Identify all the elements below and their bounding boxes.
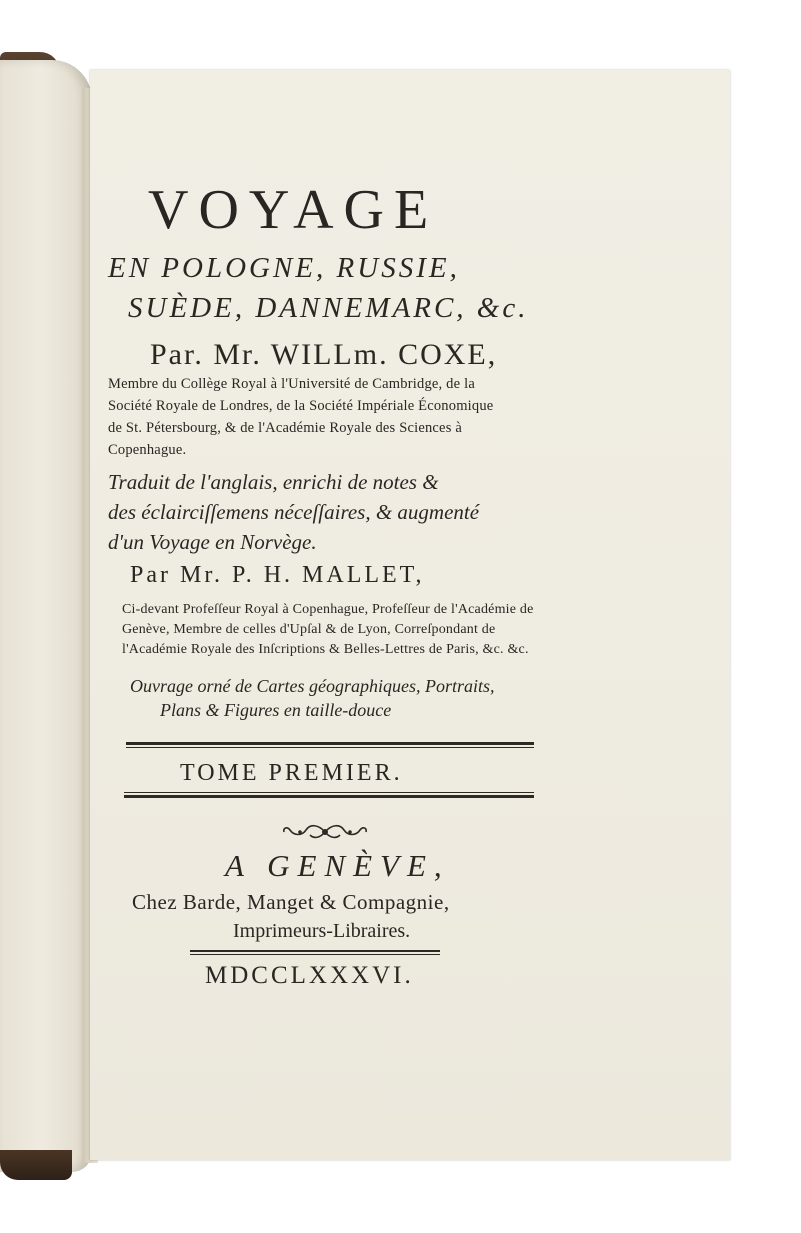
author-description-line: Société Royale de Londres, de la Société Impériale Économique bbox=[108, 398, 494, 414]
rule-thick bbox=[124, 795, 534, 798]
publisher-line: Chez Barde, Manget & Compagnie, bbox=[132, 890, 450, 914]
translation-line: des éclairciſſemens néceſſaires, & augmenté bbox=[108, 500, 480, 524]
translator-description-line: Genève, Membre de celles d'Upſal & de Lyon, Correſpondant de bbox=[122, 622, 496, 637]
rule-thin bbox=[126, 747, 534, 748]
rule-thin bbox=[190, 950, 440, 952]
author-description-line: Copenhague. bbox=[108, 442, 187, 458]
floral-ornament-icon bbox=[280, 820, 370, 844]
translation-line: d'un Voyage en Norvège. bbox=[108, 530, 317, 554]
rule-thick bbox=[126, 742, 534, 745]
publication-date: MDCCLXXXVI. bbox=[205, 962, 414, 989]
illustrations-line: Ouvrage orné de Cartes géographiques, Portraits, bbox=[130, 676, 495, 696]
illustrations-line: Plans & Figures en taille-douce bbox=[160, 700, 392, 720]
book-title: VOYAGE bbox=[148, 179, 439, 241]
translation-line: Traduit de l'anglais, enrichi de notes & bbox=[108, 470, 439, 494]
left-page-edge bbox=[0, 60, 92, 1172]
printer-line: Imprimeurs-Libraires. bbox=[233, 920, 411, 942]
book-binding-bottom bbox=[0, 1150, 72, 1180]
publication-place: A GENÈVE, bbox=[225, 848, 450, 883]
author-description-line: Membre du Collège Royal à l'Université de Cambridge, de la bbox=[108, 376, 475, 392]
subtitle-line-1: EN POLOGNE, RUSSIE, bbox=[108, 252, 460, 284]
volume-label: TOME PREMIER. bbox=[180, 760, 403, 786]
subtitle-line-2: SUÈDE, DANNEMARC, &c. bbox=[128, 292, 529, 324]
author-line: Par. Mr. WILLm. COXE, bbox=[150, 338, 498, 371]
author-description-line: de St. Pétersbourg, & de l'Académie Royale des Sciences à bbox=[108, 420, 462, 436]
rule-thin bbox=[124, 792, 534, 793]
translator-description-line: Ci-devant Profeſſeur Royal à Copenhague, Profeſſeur de l'Académie de bbox=[122, 602, 534, 617]
translator-description-line: l'Académie Royale des Inſcriptions & Belles-Lettres de Paris, &c. &c. bbox=[122, 642, 529, 657]
rule-thin bbox=[190, 954, 440, 955]
translator-line: Par Mr. P. H. MALLET, bbox=[130, 562, 425, 588]
